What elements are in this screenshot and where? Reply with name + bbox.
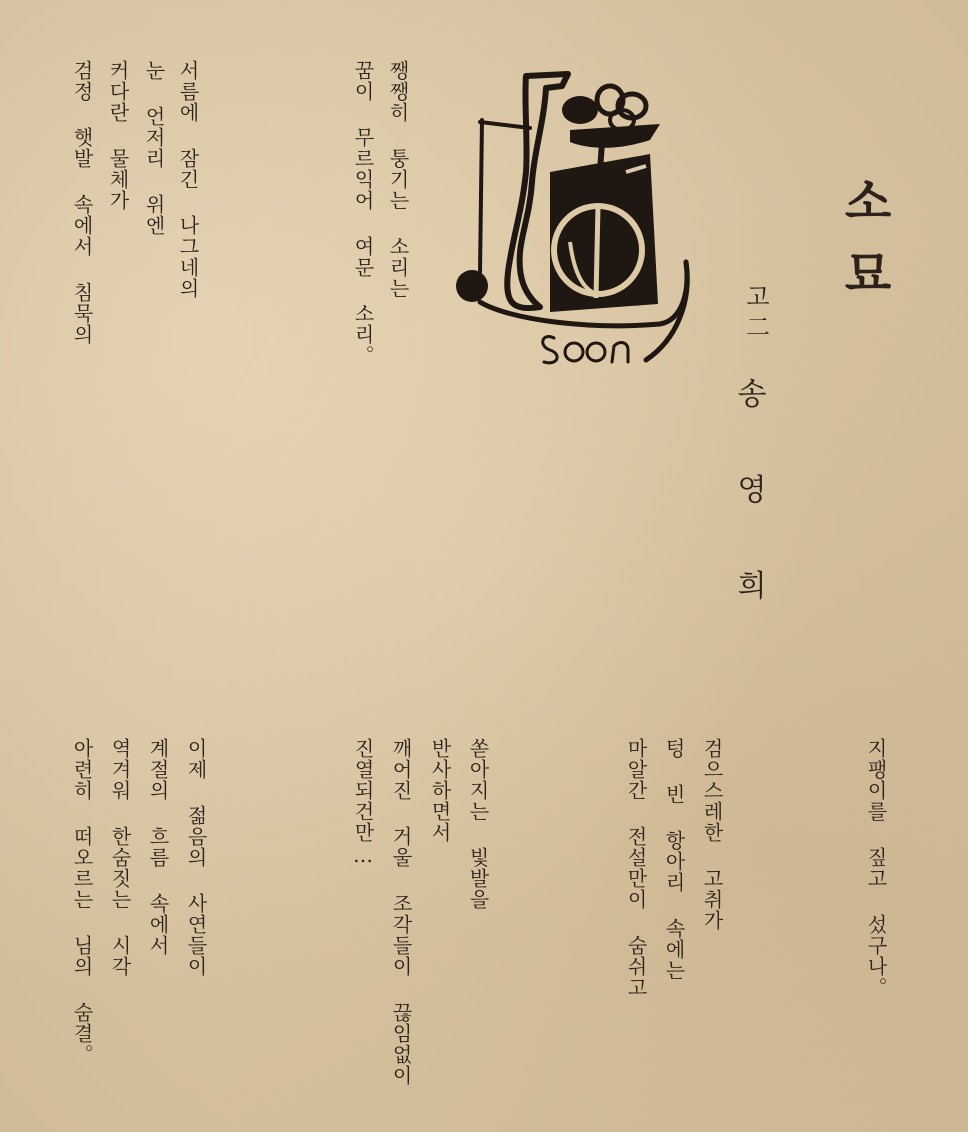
poem-line: 이제 젊음의 사연들이 [184,738,208,977]
author-char: 송 [737,377,767,412]
author-name [732,377,772,668]
poem-line: 검정 햇발 속에서 침묵의 [70,60,94,345]
title-char: 묘 [844,246,892,302]
poem-line: 쏟아지는 빛발을 [466,738,490,910]
poem-line: 깨어진 거울 조각들이 끊임없이 [389,738,413,1086]
title-char: 소 [844,174,892,230]
poem-line: 검으스레한 고취가 [700,738,724,931]
grade-char: 고 [746,283,770,311]
poem-line: 눈 언저리 위엔 [142,60,166,236]
poem-line: 진열되건만… [351,738,375,868]
poem-line: 계절의 흐름 속에서 [146,738,170,956]
poem-line: 아련히 떠오르는 님의 숨결。 [70,738,94,1065]
poem-line: 반사하면서 [428,738,452,843]
poem-line: 커다란 물체가 [106,60,130,211]
poem-line: 쨍쨍히 퉁기는 소리는 [386,60,410,299]
still-life-illustration [450,62,700,372]
poem-line: 역겨워 한숨짓는 시각 [108,738,132,977]
artist-signature [543,337,628,363]
author-char: 영 [737,473,767,508]
jug-icon [550,154,658,312]
poem-line: 텅 빈 항아리 속에는 [662,738,686,981]
poem-line: 지팽이를 짚고 섰구나。 [864,738,888,998]
poem-line: 서름에 잠긴 나그네의 [176,60,200,299]
poem-line: 꿈이 무르익어 여문 소리。 [351,60,375,366]
author-grade [742,282,774,342]
grade-char: 二 [746,313,770,341]
poem-line: 마알간 전설만이 숨쉬고 [624,738,648,998]
poem-title [838,174,898,322]
author-char: 희 [737,569,767,604]
